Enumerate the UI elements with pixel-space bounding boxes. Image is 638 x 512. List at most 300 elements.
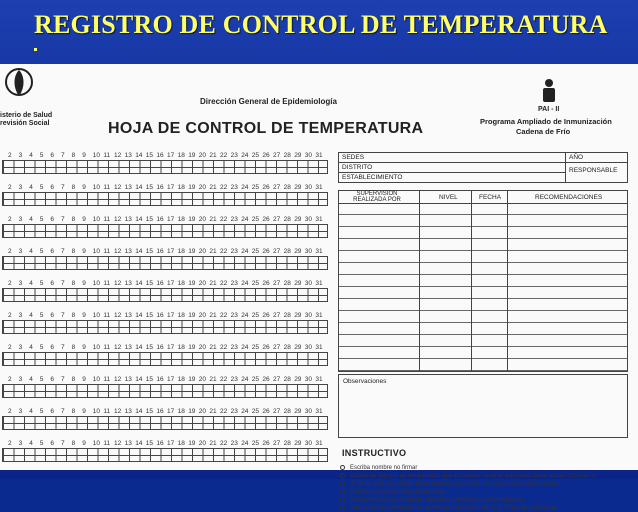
day-number: 10 (92, 312, 101, 319)
pai-person-icon (538, 78, 560, 104)
day-number: 13 (124, 248, 132, 255)
day-number: 9 (82, 248, 86, 255)
day-number: 19 (188, 152, 196, 159)
day-number: 11 (103, 152, 111, 159)
day-number: 31 (315, 376, 323, 383)
day-number: 8 (71, 312, 76, 319)
day-number: 20 (198, 376, 207, 383)
day-number: 19 (188, 184, 196, 191)
day-number: 25 (251, 440, 260, 447)
day-number: 7 (61, 216, 65, 223)
day-number: 6 (50, 440, 55, 447)
day-number: 20 (198, 344, 207, 351)
day-number: 5 (39, 344, 44, 351)
day-number: 6 (50, 280, 55, 287)
day-number: 29 (294, 216, 302, 223)
day-number: 3 (18, 152, 23, 159)
day-number: 26 (262, 408, 270, 415)
observaciones-box (338, 374, 628, 438)
day-number: 12 (114, 184, 122, 191)
day-number: 12 (114, 408, 122, 415)
day-number: 2 (8, 376, 12, 383)
day-number: 26 (262, 312, 270, 319)
slide-title: REGISTRO DE CONTROL DE TEMPERATURA (34, 10, 608, 39)
day-number: 27 (273, 312, 281, 319)
day-number: 20 (198, 312, 207, 319)
day-number: 9 (82, 376, 86, 383)
day-number: 19 (188, 216, 196, 223)
day-number: 11 (103, 408, 111, 415)
day-number: 30 (304, 248, 313, 255)
day-numbers (0, 248, 330, 255)
day-number: 14 (135, 280, 143, 287)
day-number: 16 (156, 152, 164, 159)
day-numbers (0, 184, 330, 191)
day-number: 8 (71, 280, 76, 287)
day-number: 24 (241, 248, 249, 255)
pai-label: PAI - II (538, 106, 560, 113)
day-number: 13 (124, 280, 132, 287)
day-number: 25 (251, 408, 260, 415)
day-number: 17 (167, 248, 175, 255)
day-number: 18 (177, 408, 185, 415)
day-row (0, 408, 330, 432)
day-number: 17 (167, 184, 175, 191)
day-number: 27 (273, 184, 281, 191)
day-number: 27 (273, 216, 281, 223)
instructivo-title: INSTRUCTIVO (342, 448, 407, 458)
instructivo-list (340, 464, 630, 512)
day-number: 17 (167, 280, 175, 287)
day-number: 12 (114, 152, 122, 159)
day-number: 5 (39, 184, 44, 191)
day-number: 23 (230, 408, 238, 415)
day-number: 10 (92, 344, 101, 351)
day-number: 12 (114, 216, 122, 223)
day-number: 14 (135, 184, 143, 191)
day-number: 29 (294, 248, 302, 255)
day-number: 28 (283, 216, 291, 223)
ano-cell: AÑO (566, 153, 628, 163)
day-number: 11 (103, 280, 111, 287)
day-number: 19 (188, 248, 196, 255)
day-number: 6 (50, 216, 55, 223)
day-number: 7 (61, 248, 65, 255)
day-number: 7 (61, 280, 65, 287)
day-numbers (0, 312, 330, 319)
instructivo-text: Cualquier falla en el equipo, repórtela y anótela en observaciones (350, 497, 525, 503)
day-number: 22 (220, 152, 228, 159)
day-number: 10 (92, 152, 101, 159)
day-number: 31 (315, 280, 323, 287)
day-number: 31 (315, 440, 323, 447)
day-number: 14 (135, 312, 143, 319)
day-number: 14 (135, 344, 143, 351)
day-number: 24 (241, 344, 249, 351)
title-bullet-dot (34, 48, 37, 51)
day-number: 22 (220, 216, 228, 223)
day-numbers (0, 440, 330, 447)
day-number: 5 (39, 248, 44, 255)
day-number: 16 (156, 344, 164, 351)
day-row (0, 184, 330, 208)
day-number: 9 (82, 184, 86, 191)
form-title: HOJA DE CONTROL DE TEMPERATURA (108, 120, 424, 137)
day-number: 4 (29, 152, 33, 159)
day-number: 28 (283, 344, 291, 351)
day-number: 5 (39, 152, 44, 159)
day-number: 12 (114, 440, 122, 447)
instructivo-text: Al fin de año este afiche debe incluirse en el informe anual del establecimiento. (350, 481, 561, 487)
day-number: 30 (304, 216, 313, 223)
day-number: 25 (251, 152, 260, 159)
day-number: 6 (50, 184, 55, 191)
day-number: 16 (156, 280, 164, 287)
day-number: 15 (145, 376, 154, 383)
bullet-icon (340, 505, 345, 510)
day-numbers (0, 408, 330, 415)
day-number: 22 (220, 280, 228, 287)
col-divider (471, 191, 472, 371)
day-cells (2, 448, 328, 462)
day-number: 22 (220, 344, 228, 351)
day-number: 9 (82, 216, 86, 223)
day-number: 16 (156, 248, 164, 255)
day-number: 29 (294, 312, 302, 319)
day-number: 5 (39, 376, 44, 383)
day-number: 19 (188, 280, 196, 287)
instructivo-item (340, 504, 630, 512)
day-number: 23 (230, 344, 238, 351)
day-number: 11 (103, 184, 111, 191)
day-number: 31 (315, 152, 323, 159)
day-number: 28 (283, 312, 291, 319)
day-number: 6 (50, 344, 55, 351)
day-number: 3 (18, 408, 23, 415)
day-number: 4 (29, 184, 33, 191)
day-number: 31 (315, 216, 323, 223)
day-number: 22 (220, 312, 228, 319)
day-cells (2, 256, 328, 270)
day-number: 5 (39, 440, 44, 447)
day-number: 26 (262, 376, 270, 383)
bullet-icon (340, 473, 345, 478)
day-number: 17 (167, 152, 175, 159)
day-number: 7 (61, 440, 65, 447)
col-divider (419, 191, 420, 371)
day-number: 2 (8, 280, 12, 287)
day-number: 15 (145, 216, 154, 223)
day-number: 4 (29, 376, 33, 383)
instructivo-item (340, 488, 630, 496)
day-number: 15 (145, 440, 154, 447)
day-number: 21 (209, 280, 217, 287)
day-number: 20 (198, 440, 207, 447)
day-number: 14 (135, 248, 143, 255)
instructivo-item (340, 480, 630, 488)
day-number: 18 (177, 312, 185, 319)
day-number: 5 (39, 312, 44, 319)
day-number: 5 (39, 216, 44, 223)
day-number: 17 (167, 408, 175, 415)
day-number: 3 (18, 344, 23, 351)
col-divider (507, 191, 508, 371)
day-number: 13 (124, 216, 132, 223)
day-number: 27 (273, 376, 281, 383)
day-number: 15 (145, 344, 154, 351)
nivel-col-header: NIVEL (439, 194, 458, 201)
day-number: 24 (241, 312, 249, 319)
day-number: 16 (156, 440, 164, 447)
day-number: 25 (251, 312, 260, 319)
day-numbers (0, 344, 330, 351)
day-number: 4 (29, 344, 33, 351)
day-number: 12 (114, 280, 122, 287)
day-number: 7 (61, 344, 65, 351)
day-number: 27 (273, 280, 281, 287)
day-number: 27 (273, 344, 281, 351)
form-sheet-photo (0, 64, 638, 511)
day-number: 23 (230, 216, 238, 223)
day-number: 19 (188, 376, 196, 383)
day-number: 21 (209, 344, 217, 351)
day-number: 2 (8, 216, 12, 223)
day-number: 2 (8, 184, 12, 191)
day-number: 18 (177, 184, 185, 191)
program-line-2: Cadena de Frío (516, 127, 571, 136)
day-number: 22 (220, 408, 228, 415)
day-number: 15 (145, 408, 154, 415)
day-number: 18 (177, 280, 185, 287)
day-number: 18 (177, 152, 185, 159)
day-number: 18 (177, 344, 185, 351)
day-number: 24 (241, 152, 249, 159)
day-number: 16 (156, 184, 164, 191)
day-row (0, 376, 330, 400)
day-number: 18 (177, 216, 185, 223)
day-number: 24 (241, 408, 249, 415)
recomendaciones-col-header: RECOMENDACIONES (535, 194, 603, 201)
day-number: 6 (50, 248, 55, 255)
day-number: 26 (262, 216, 270, 223)
responsable-cell (566, 163, 628, 183)
day-number: 18 (177, 440, 185, 447)
day-number: 26 (262, 440, 270, 447)
day-number: 26 (262, 280, 270, 287)
day-number: 9 (82, 440, 86, 447)
day-number: 17 (167, 344, 175, 351)
day-number: 28 (283, 280, 291, 287)
responsable-label: RESPONSABLE (569, 167, 618, 174)
day-number: 11 (103, 248, 111, 255)
day-number: 30 (304, 184, 313, 191)
day-number: 23 (230, 184, 238, 191)
day-number: 21 (209, 376, 217, 383)
day-number: 17 (167, 376, 175, 383)
day-number: 4 (29, 440, 33, 447)
instructivo-item (340, 472, 630, 480)
day-number: 9 (82, 312, 86, 319)
day-number: 12 (114, 312, 122, 319)
instructivo-item (340, 464, 630, 472)
day-numbers (0, 376, 330, 383)
day-number: 12 (114, 344, 122, 351)
day-number: 13 (124, 408, 132, 415)
day-number: 10 (92, 184, 101, 191)
day-number: 16 (156, 376, 164, 383)
day-number: 17 (167, 440, 175, 447)
day-number: 7 (61, 152, 65, 159)
day-row (0, 280, 330, 304)
supervision-col-header: SUPERVISION REALIZADA POR (353, 191, 401, 203)
day-number: 4 (29, 280, 33, 287)
day-number: 18 (177, 376, 185, 383)
day-number: 8 (71, 344, 76, 351)
day-number: 29 (294, 184, 302, 191)
day-number: 14 (135, 216, 143, 223)
right-panel (338, 152, 628, 511)
day-number: 16 (156, 216, 164, 223)
day-number: 20 (198, 152, 207, 159)
day-number: 26 (262, 248, 270, 255)
supervision-header (339, 191, 627, 204)
day-number: 31 (315, 408, 323, 415)
day-number: 10 (92, 408, 101, 415)
day-number: 20 (198, 248, 207, 255)
day-cells (2, 192, 328, 206)
day-number: 28 (283, 440, 291, 447)
bullet-icon (340, 465, 345, 470)
day-number: 13 (124, 344, 132, 351)
day-number: 3 (18, 280, 23, 287)
day-numbers (0, 216, 330, 223)
day-number: 9 (82, 344, 86, 351)
day-number: 13 (124, 376, 132, 383)
day-number: 30 (304, 152, 313, 159)
day-number: 30 (304, 312, 313, 319)
day-number: 21 (209, 408, 217, 415)
day-number: 11 (103, 376, 111, 383)
instructivo-text: Casilla de registro de temperatura que encuentre vacía el supervisor debe tachar con una "x" (350, 473, 598, 479)
day-number: 20 (198, 408, 207, 415)
day-number: 17 (167, 216, 175, 223)
day-number: 29 (294, 152, 302, 159)
day-number: 20 (198, 216, 207, 223)
day-number: 27 (273, 248, 281, 255)
day-number: 13 (124, 440, 132, 447)
day-number: 23 (230, 248, 238, 255)
instructivo-item (340, 496, 630, 504)
day-number: 13 (124, 184, 132, 191)
day-number: 11 (103, 216, 111, 223)
day-number: 8 (71, 376, 76, 383)
location-table (338, 152, 628, 183)
day-number: 2 (8, 248, 12, 255)
day-number: 30 (304, 376, 313, 383)
day-number: 17 (167, 312, 175, 319)
day-number: 4 (29, 312, 33, 319)
day-number: 15 (145, 184, 154, 191)
day-cells (2, 416, 328, 430)
day-cells (2, 160, 328, 174)
establecimiento-cell: ESTABLECIMIENTO (339, 173, 566, 183)
day-number: 8 (71, 152, 76, 159)
day-number: 3 (18, 376, 23, 383)
day-number: 3 (18, 248, 23, 255)
day-number: 31 (315, 312, 323, 319)
day-number: 25 (251, 216, 260, 223)
day-number: 4 (29, 248, 33, 255)
day-number: 24 (241, 376, 249, 383)
day-number: 19 (188, 344, 196, 351)
day-cells (2, 384, 328, 398)
day-number: 2 (8, 440, 12, 447)
day-number: 28 (283, 184, 291, 191)
day-number: 11 (103, 344, 111, 351)
day-number: 30 (304, 408, 313, 415)
day-number: 7 (61, 312, 65, 319)
day-number: 23 (230, 376, 238, 383)
day-number: 19 (188, 408, 196, 415)
day-number: 31 (315, 344, 323, 351)
day-number: 12 (114, 376, 122, 383)
day-number: 27 (273, 152, 281, 159)
day-number: 25 (251, 280, 260, 287)
day-row (0, 248, 330, 272)
day-number: 8 (71, 216, 76, 223)
day-number: 14 (135, 152, 143, 159)
day-number: 3 (18, 216, 23, 223)
day-row (0, 152, 330, 176)
day-number: 22 (220, 184, 228, 191)
instructivo-text: Escriba nombre no firmar (350, 465, 418, 471)
day-number: 26 (262, 184, 270, 191)
day-number: 24 (241, 184, 249, 191)
day-number: 6 (50, 376, 55, 383)
day-number: 26 (262, 152, 270, 159)
day-number: 21 (209, 312, 217, 319)
day-number: 8 (71, 440, 76, 447)
day-number: 8 (71, 408, 76, 415)
day-number: 28 (283, 152, 291, 159)
day-number: 13 (124, 152, 132, 159)
day-number: 28 (283, 248, 291, 255)
day-cells (2, 320, 328, 334)
day-number: 30 (304, 440, 313, 447)
day-number: 5 (39, 280, 44, 287)
day-number: 14 (135, 376, 143, 383)
day-number: 10 (92, 248, 101, 255)
direction-label: Dirección General de Epidemiología (200, 97, 337, 106)
day-number: 2 (8, 152, 12, 159)
day-number: 30 (304, 280, 313, 287)
day-number: 21 (209, 216, 217, 223)
day-number: 31 (315, 248, 323, 255)
day-number: 16 (156, 408, 164, 415)
day-number: 7 (61, 184, 65, 191)
day-number: 25 (251, 248, 260, 255)
day-number: 15 (145, 152, 154, 159)
day-number: 29 (294, 376, 302, 383)
day-number: 3 (18, 440, 23, 447)
observaciones-label: Observaciones (343, 378, 387, 385)
day-number: 29 (294, 344, 302, 351)
day-number: 21 (209, 184, 217, 191)
day-number: 23 (230, 280, 238, 287)
day-cells (2, 288, 328, 302)
day-number: 6 (50, 408, 55, 415)
supervision-table (338, 190, 628, 372)
